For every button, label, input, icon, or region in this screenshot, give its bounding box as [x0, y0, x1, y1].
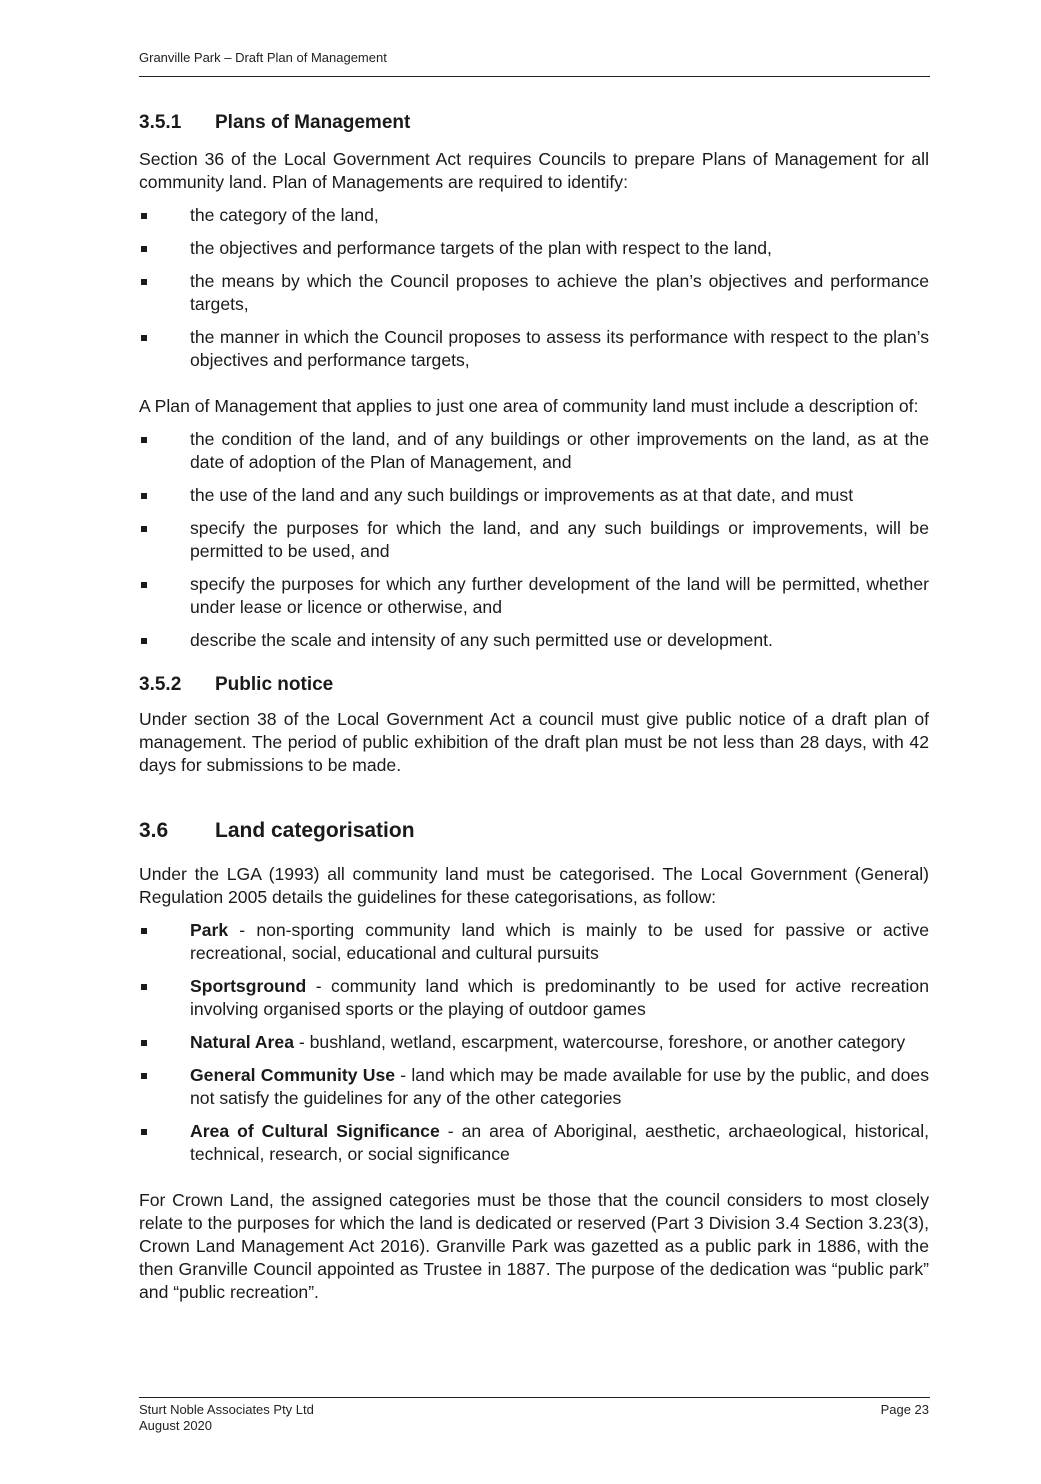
bullet-list-description [139, 428, 929, 652]
category-list [139, 919, 929, 1166]
list-item: the means by which the Council proposes to achieve the plan’s objectives and performance targets, [139, 270, 929, 316]
bullet-icon [141, 335, 147, 341]
category-term: Park [190, 920, 229, 940]
bullet-icon [141, 928, 147, 934]
bullet-icon [141, 246, 147, 252]
section-number: 3.6 [139, 819, 169, 842]
category-term: General Community Use [190, 1065, 396, 1085]
category-description: - an area of Aboriginal, aesthetic, archaeological, historical, technical, research, or social significance [190, 1121, 930, 1164]
category-term: Sportsground [190, 976, 307, 996]
category-item-park [139, 919, 929, 965]
bullet-list-identify [139, 204, 929, 372]
category-description: - bushland, wetland, escarpment, watercourse, foreshore, or another category [293, 1032, 906, 1052]
list-item: the condition of the land, and of any buildings or other improvements on the land, as at the date of adoption of the Plan of Management, and [139, 428, 929, 474]
category-description: - non-sporting community land which is mainly to be used for passive or active recreational, social, educational and cultural pursuits [190, 920, 929, 963]
list-item: describe the scale and intensity of any such permitted use or development. [139, 629, 929, 652]
header-divider [139, 76, 930, 77]
list-item: the category of the land, [139, 204, 929, 227]
running-header: Granville Park – Draft Plan of Management [139, 50, 387, 65]
list-item: specify the purposes for which any further development of the land will be permitted, whether under lease or licence or otherwise, and [139, 573, 929, 619]
category-description: - land which may be made available for use by the public, and does not satisfy the guidelines for any of the other categories [190, 1065, 930, 1108]
category-item-natural-area [139, 1031, 929, 1054]
section-number: 3.5.2 [139, 674, 182, 695]
category-term: Area of Cultural Significance [190, 1121, 440, 1141]
heading-land-categorisation [139, 817, 929, 845]
heading-public-notice [139, 672, 929, 698]
bullet-icon [141, 526, 147, 532]
footer-date: August 2020 [139, 1418, 213, 1433]
list-item: specify the purposes for which the land, and any such buildings or improvements, will be permitted to be used, and [139, 517, 929, 563]
footer-divider [139, 1397, 930, 1398]
bullet-icon [141, 1040, 147, 1046]
heading-plans-of-management [139, 110, 929, 136]
category-item-sportsground [139, 975, 929, 1021]
bullet-icon [141, 1129, 147, 1135]
bullet-icon [141, 638, 147, 644]
section-title: Plans of Management [215, 112, 411, 133]
list-item: the objectives and performance targets of the plan with respect to the land, [139, 237, 929, 260]
footer-company: Sturt Noble Associates Pty Ltd [139, 1402, 314, 1417]
bullet-icon [141, 213, 147, 219]
paragraph-public-notice: Under section 38 of the Local Government Act a council must give public notice of a draft plan of management. The period of public exhibition of the draft plan must be not less than 28 days, with 42 days for submissions to be made. [139, 709, 929, 775]
category-term: Natural Area [190, 1032, 294, 1052]
bullet-icon [141, 984, 147, 990]
paragraph-description: A Plan of Management that applies to just one area of community land must include a description of: [139, 396, 919, 416]
list-item: the use of the land and any such buildings or improvements as at that date, and must [139, 484, 929, 507]
page-content [139, 110, 929, 1304]
category-item-general-community-use [139, 1064, 929, 1110]
section-title: Public notice [215, 674, 334, 695]
paragraph-categorisation-intro: Under the LGA (1993) all community land must be categorised. The Local Government (General) Regulation 2005 details the guidelines for these categorisations, as follow: [139, 864, 929, 907]
bullet-icon [141, 1073, 147, 1079]
section-number: 3.5.1 [139, 112, 182, 133]
bullet-icon [141, 493, 147, 499]
bullet-icon [141, 582, 147, 588]
category-description: - community land which is predominantly to be used for active recreation involving organised sports or the playing of outdoor games [190, 976, 929, 1019]
paragraph-intro: Section 36 of the Local Government Act requires Councils to prepare Plans of Management for all community land. Plan of Managements are required to identify: [139, 149, 929, 192]
bullet-icon [141, 437, 147, 443]
paragraph-crown-land: For Crown Land, the assigned categories must be those that the council considers to most closely relate to the purposes for which the land is dedicated or reserved (Part 3 Division 3.4 Section 3.23(3), Crown Land Management Act 2016). Granville Park was gazetted as a public park in 1886, with the then Granville Council appointed as Trustee in 1887. The purpose of the dedication was “public park” and “public recreation”. [139, 1190, 929, 1302]
bullet-icon [141, 279, 147, 285]
list-item: the manner in which the Council proposes to assess its performance with respect to the plan’s objectives and performance targets, [139, 326, 929, 372]
page-footer [139, 1402, 929, 1434]
category-item-cultural-significance [139, 1120, 929, 1166]
page-number: Page 23 [880, 1402, 929, 1417]
section-title: Land categorisation [215, 819, 415, 842]
